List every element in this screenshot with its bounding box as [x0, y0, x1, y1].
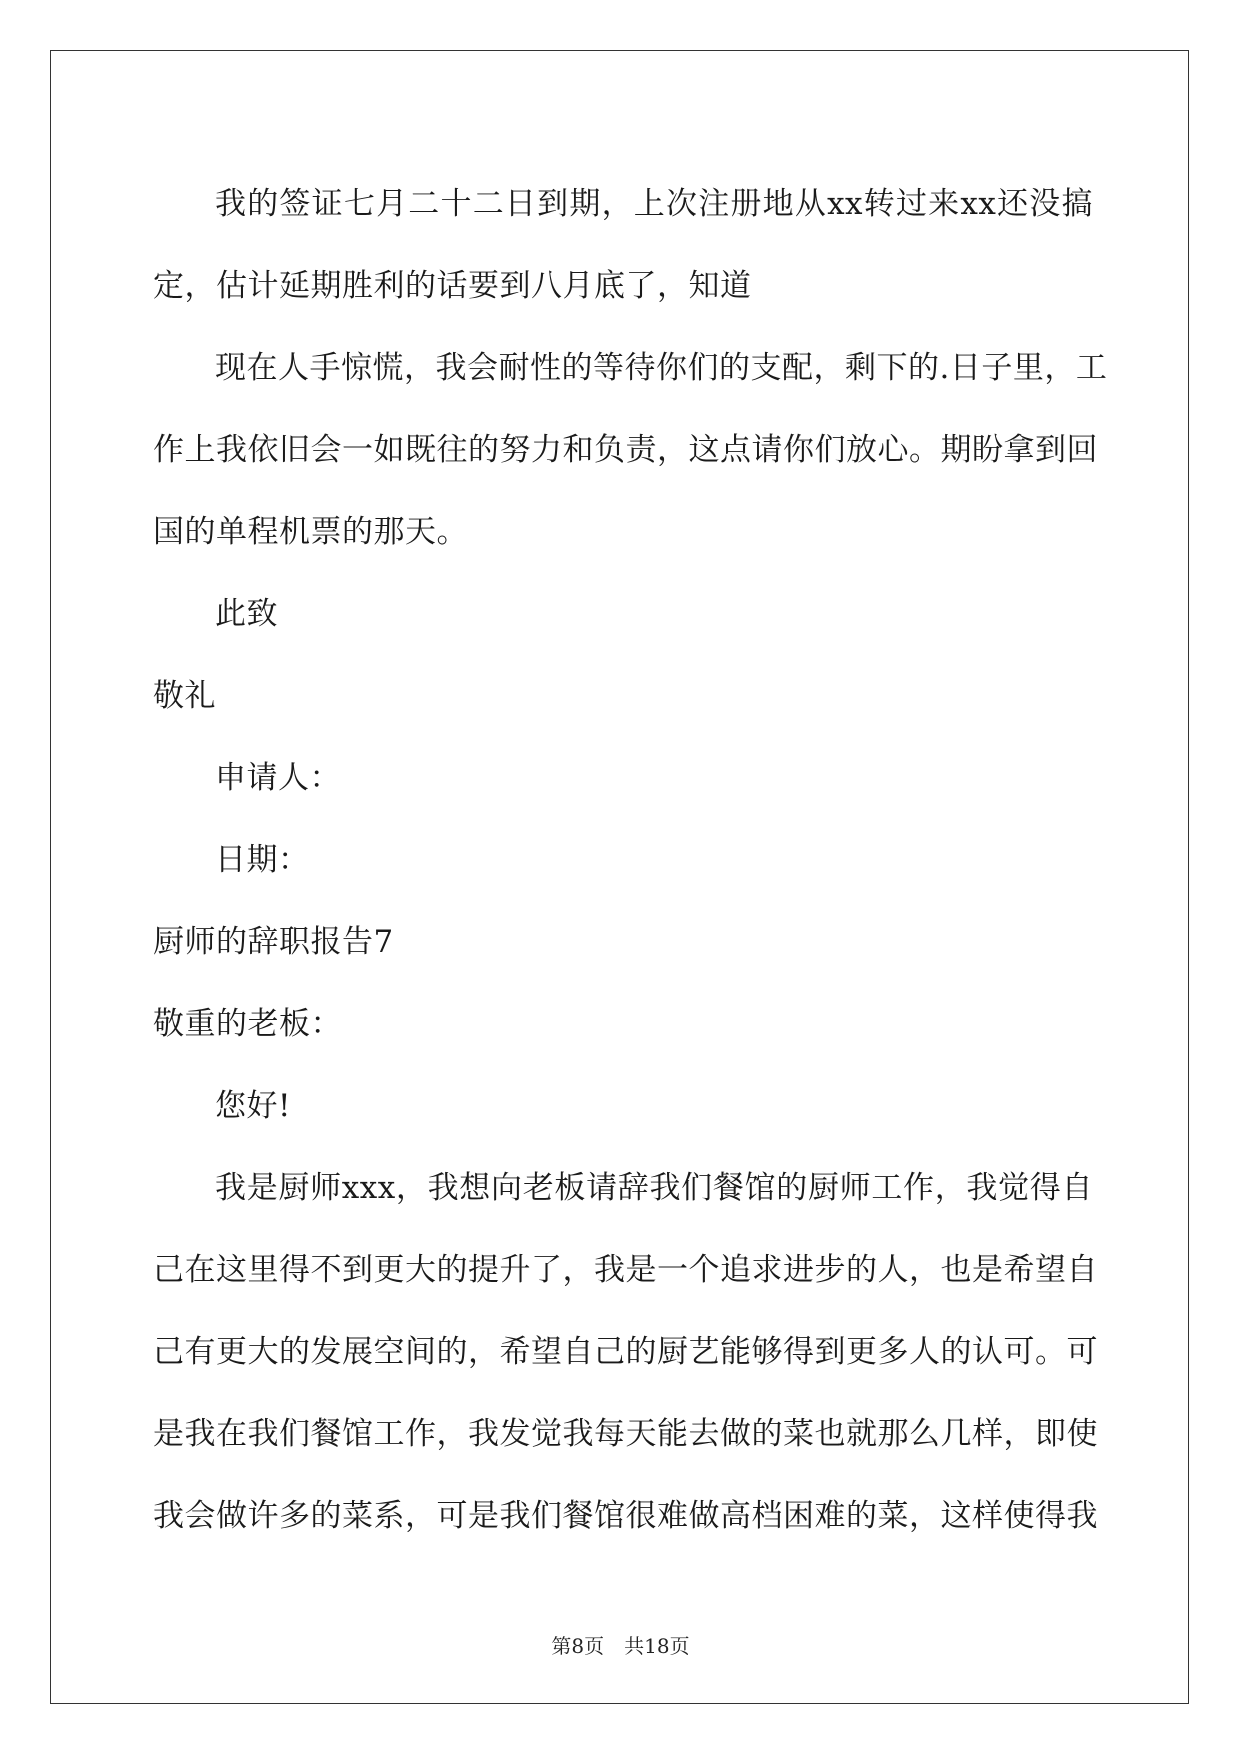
- page-number: 第8页: [551, 1634, 605, 1658]
- text-line: 您好!: [215, 1088, 291, 1124]
- page-footer: [0, 1630, 1241, 1659]
- text-line: 作上我依旧会一如既往的努力和负责，这点请你们放心。期盼拿到回: [153, 432, 1098, 468]
- text-line: 国的单程机票的那天。: [153, 514, 468, 550]
- text-line: 厨师的辞职报告7: [153, 924, 394, 960]
- text-line: 此致: [215, 596, 278, 632]
- text-line: 敬礼: [153, 678, 216, 714]
- text-line: 定，估计延期胜利的话要到八月底了，知道: [153, 268, 752, 304]
- text-line: 现在人手惊慌，我会耐性的等待你们的支配，剩下的.日子里，工: [215, 350, 1108, 386]
- text-line: 我的签证七月二十二日到期，上次注册地从xx转过来xx还没搞: [215, 186, 1093, 222]
- page-total: 共18页: [624, 1634, 690, 1658]
- text-line: 我是厨师xxx，我想向老板请辞我们餐馆的厨师工作，我觉得自: [215, 1170, 1093, 1206]
- text-line: 申请人：: [215, 760, 341, 796]
- document-body: [153, 163, 1108, 1557]
- text-line: 己在这里得不到更大的提升了，我是一个追求进步的人，也是希望自: [153, 1252, 1098, 1288]
- text-line: 我会做许多的菜系，可是我们餐馆很难做高档困难的菜，这样使得我: [153, 1498, 1098, 1534]
- text-line: 己有更大的发展空间的，希望自己的厨艺能够得到更多人的认可。可: [153, 1334, 1098, 1370]
- text-line: 是我在我们餐馆工作，我发觉我每天能去做的菜也就那么几样，即使: [153, 1416, 1098, 1452]
- text-line: 日期：: [215, 842, 310, 878]
- text-line: 敬重的老板：: [153, 1006, 342, 1042]
